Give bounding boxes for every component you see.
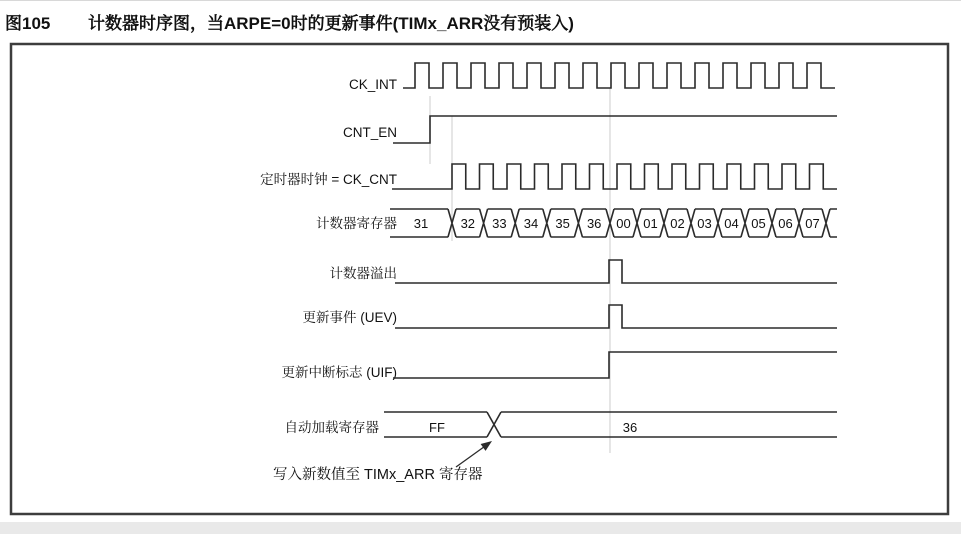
annotation: [273, 441, 492, 483]
signal-label-ck_int: CK_INT: [348, 77, 397, 92]
figure-number: 图105: [5, 14, 51, 33]
bus-value-counter_register: 36: [586, 216, 602, 231]
bus-value-auto_reload_register: 36: [622, 420, 638, 435]
annotation-text: 写入新数值至 TIMx_ARR 寄存器: [273, 467, 483, 483]
page-bottom-band: [0, 522, 961, 534]
annotation-arrow-head: [481, 441, 492, 451]
bus-value-counter_register: 32: [460, 216, 476, 231]
bus-value-counter_register: 06: [778, 216, 793, 231]
signal-cnt_en: [343, 116, 837, 143]
bus-value-counter_register: 33: [492, 216, 507, 231]
waveform-ck_cnt: [392, 164, 837, 189]
diagram-border: [11, 44, 948, 514]
signal-auto_reload_register: [285, 412, 838, 437]
signal-label-uif: 更新中断标志 (UIF): [281, 365, 397, 380]
signal-counter_overflow: [330, 260, 838, 283]
bus-value-counter_register: 31: [413, 216, 429, 231]
signal-uif: [282, 352, 838, 380]
waveform-counter_register: [390, 209, 837, 237]
signal-label-auto_reload_register: 自动加载寄存器: [284, 420, 379, 435]
signal-label-uev: 更新事件 (UEV): [302, 310, 397, 325]
signal-counter_register: [316, 209, 837, 237]
waveform-cnt_en: [393, 116, 837, 143]
bus-value-auto_reload_register: FF: [429, 420, 445, 435]
bus-value-counter_register: 04: [724, 216, 739, 231]
signal-label-counter_register: 计数器寄存器: [316, 216, 397, 231]
bus-value-counter_register: 07: [805, 216, 820, 231]
bus-value-counter_register: 34: [523, 216, 539, 231]
bus-value-counter_register: 01: [643, 216, 658, 231]
bus-value-counter_register: 03: [697, 216, 712, 231]
waveform-uev: [395, 305, 837, 328]
bus-value-counter_register: 02: [670, 216, 685, 231]
waveform-counter_overflow: [395, 260, 837, 283]
bus-value-counter_register: 00: [616, 216, 631, 231]
bus-value-counter_register: 05: [751, 216, 766, 231]
bus-value-counter_register: 35: [555, 216, 570, 231]
signal-label-counter_overflow: 计数器溢出: [329, 266, 397, 281]
signal-label-cnt_en: CNT_EN: [342, 125, 397, 140]
timing-diagram: [0, 1, 961, 534]
waveform-uif: [393, 352, 837, 378]
waveform-ck_int: [403, 63, 835, 88]
signal-ck_int: [349, 63, 835, 92]
signal-ck_cnt: [260, 164, 837, 189]
figure-title-text: 计数器时序图，当ARPE=0时的更新事件(TIMx_ARR没有预装入): [88, 14, 574, 33]
signal-uev: [303, 305, 838, 328]
signal-label-ck_cnt: 定时器时钟 = CK_CNT: [260, 172, 397, 187]
